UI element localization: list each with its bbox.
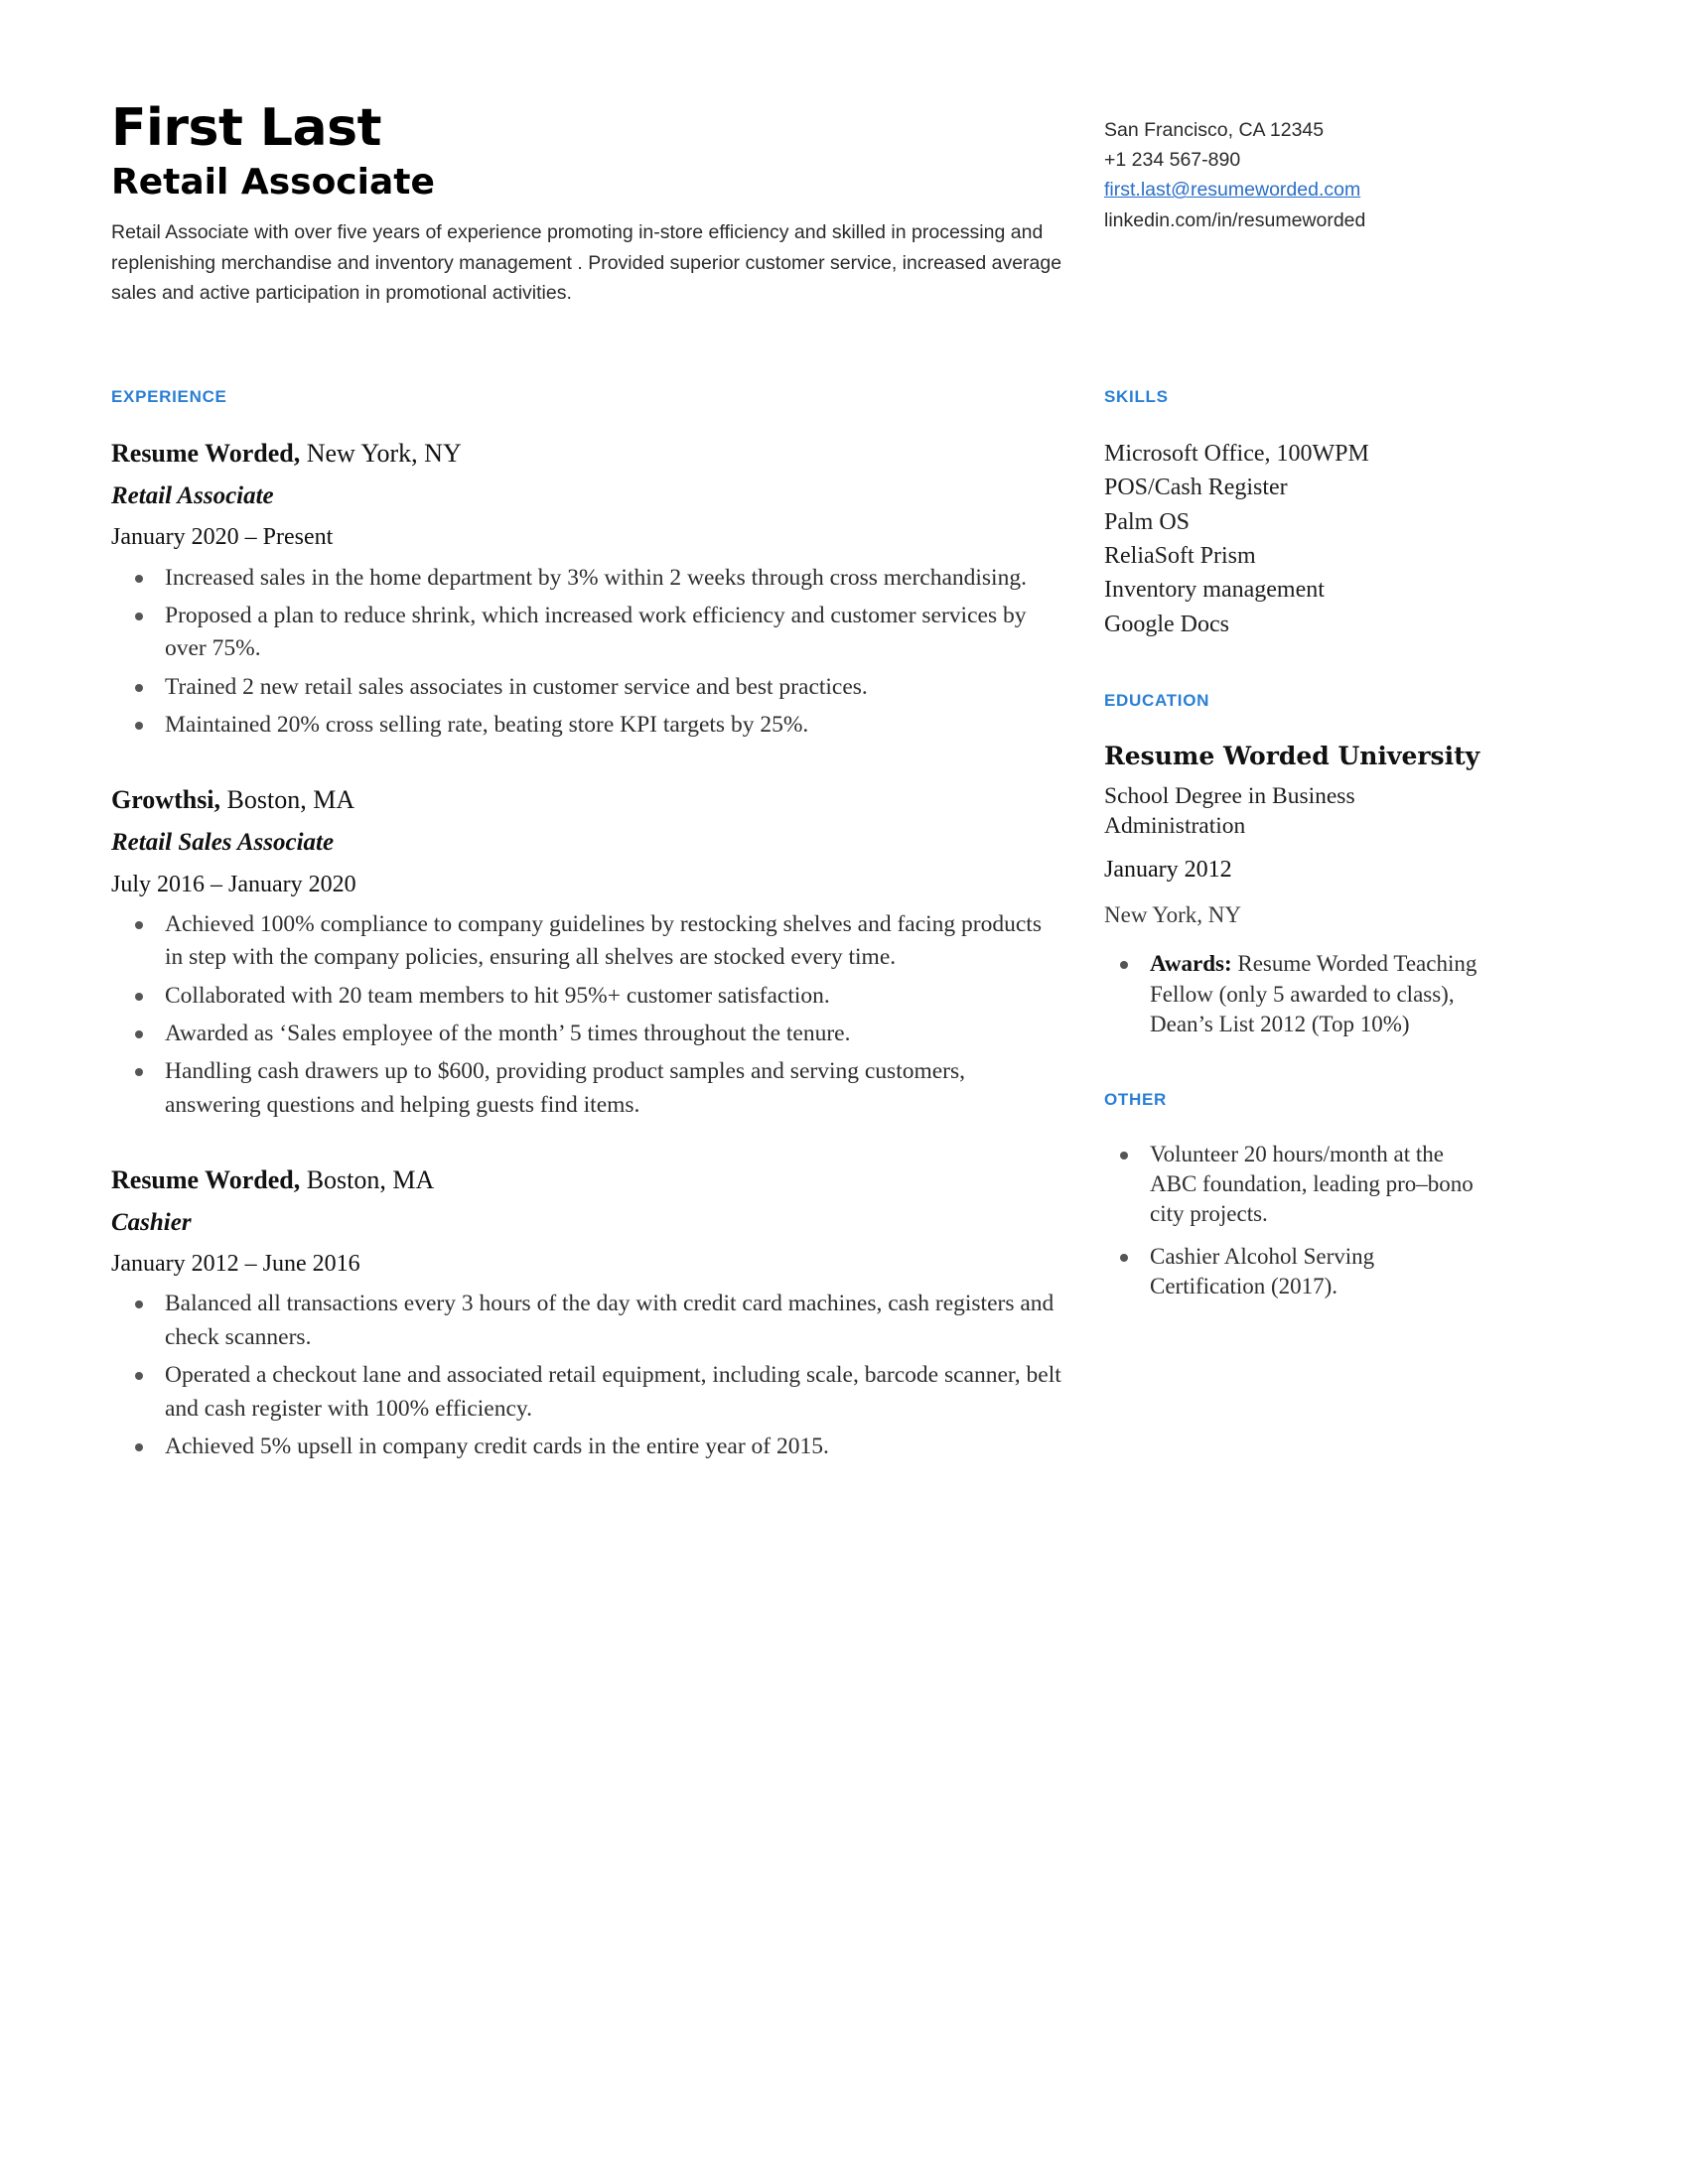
candidate-name: First Last [111, 98, 381, 158]
education-awards-list [1104, 949, 1481, 1039]
experience-dates: January 2012 – June 2016 [111, 1251, 360, 1278]
other-item: Cashier Alcohol Serving Certification (2017). [1104, 1242, 1481, 1302]
skills-section [1104, 387, 1481, 641]
section-title-other: OTHER [1104, 1089, 1167, 1109]
experience-company [111, 437, 1064, 471]
contact-location: San Francisco, CA 12345 [1104, 119, 1325, 141]
experience-company-location: New York, NY [300, 439, 462, 469]
experience-bullet: Balanced all transactions every 3 hours of the day with credit card machines, cash registers and check scanners. [111, 1288, 1064, 1354]
experience-bullet: Trained 2 new retail sales associates in customer service and best practices. [111, 671, 1064, 704]
resume-header [111, 99, 1571, 308]
experience-bullet: Achieved 5% upsell in company credit cards in the entire year of 2015. [111, 1431, 1064, 1463]
experience-entry [111, 783, 1064, 1122]
other-section [1104, 1090, 1481, 1302]
experience-dates: January 2020 – Present [111, 524, 334, 551]
skill-item: Google Docs [1104, 611, 1229, 637]
education-awards-text: Resume Worded Teaching Fellow (only 5 awarded to class), Dean’s List 2012 (Top 10%) [1150, 951, 1477, 1037]
experience-bullet: Collaborated with 20 team members to hit 95%+ customer satisfaction. [111, 980, 1064, 1013]
skill-item: POS/Cash Register [1104, 475, 1288, 501]
resume-body [111, 387, 1571, 1468]
education-awards-label: Awards: [1150, 951, 1232, 977]
education-section [1104, 691, 1481, 1040]
contact-email-link[interactable]: first.last@resumeworded.com [1104, 179, 1361, 202]
skill-item: Inventory management [1104, 577, 1325, 604]
experience-company-name: Resume Worded, [111, 439, 301, 469]
experience-company-location: Boston, MA [300, 1165, 435, 1194]
experience-column [111, 387, 1104, 1468]
header-left [111, 99, 1104, 308]
experience-bullet: Operated a checkout lane and associated retail equipment, including scale, barcode scanner, belt and cash register with 100% efficiency. [111, 1359, 1064, 1426]
experience-company [111, 1163, 1064, 1197]
education-date: January 2012 [1104, 857, 1232, 884]
professional-summary: Retail Associate with over five years of experience promoting in-store efficiency and skilled in processing and replenishing merchandise and inventory management . Provided superior customer service, increased average sales and active participation in promotional activities. [111, 221, 1062, 304]
other-item: Volunteer 20 hours/month at the ABC foundation, leading pro–bono city projects. [1104, 1140, 1481, 1230]
contact-phone: +1 234 567-890 [1104, 149, 1241, 172]
experience-bullet: Proposed a plan to reduce shrink, which increased work efficiency and customer services by over 75%. [111, 600, 1064, 666]
experience-bullet: Achieved 100% compliance to company guidelines by restocking shelves and facing products in step with the company policies, ensuring all shelves are stocked every time. [111, 908, 1064, 975]
experience-bullet: Handling cash drawers up to $600, providing product samples and serving customers, answering questions and helping guests find items. [111, 1055, 1064, 1122]
experience-role: Cashier [111, 1208, 192, 1236]
skill-item: Palm OS [1104, 508, 1191, 535]
contact-linkedin: linkedin.com/in/resumeworded [1104, 208, 1366, 231]
experience-company-location: Boston, MA [220, 785, 355, 815]
experience-entry [111, 1163, 1064, 1463]
header-body-spacer [111, 308, 1571, 387]
contact-block [1104, 99, 1481, 235]
sidebar-column [1104, 387, 1481, 1351]
experience-bullets [111, 908, 1064, 1122]
section-title-education: EDUCATION [1104, 690, 1210, 710]
education-degree: School Degree in Business Administration [1104, 783, 1355, 840]
experience-dates: July 2016 – January 2020 [111, 871, 356, 897]
experience-company-name: Growthsi, [111, 785, 221, 815]
other-list [1104, 1140, 1481, 1302]
section-title-experience: EXPERIENCE [111, 387, 227, 407]
candidate-job-title: Retail Associate [111, 162, 435, 204]
experience-entry [111, 437, 1064, 742]
experience-role: Retail Associate [111, 481, 274, 509]
experience-bullet: Awarded as ‘Sales employee of the month’ 5 times throughout the tenure. [111, 1018, 1064, 1050]
experience-bullets [111, 1288, 1064, 1463]
skill-item: Microsoft Office, 100WPM [1104, 441, 1369, 468]
education-school: Resume Worded University [1104, 741, 1480, 770]
experience-company [111, 783, 1064, 817]
experience-bullets [111, 562, 1064, 743]
education-location: New York, NY [1104, 901, 1242, 927]
experience-company-name: Resume Worded, [111, 1165, 301, 1194]
section-title-skills: SKILLS [1104, 387, 1169, 407]
education-award-item [1104, 949, 1481, 1039]
skills-list [1104, 437, 1481, 641]
experience-bullet: Increased sales in the home department by 3% within 2 weeks through cross merchandising. [111, 562, 1064, 595]
experience-role: Retail Sales Associate [111, 829, 335, 857]
experience-bullet: Maintained 20% cross selling rate, beating store KPI targets by 25%. [111, 709, 1064, 742]
skill-item: ReliaSoft Prism [1104, 543, 1256, 570]
